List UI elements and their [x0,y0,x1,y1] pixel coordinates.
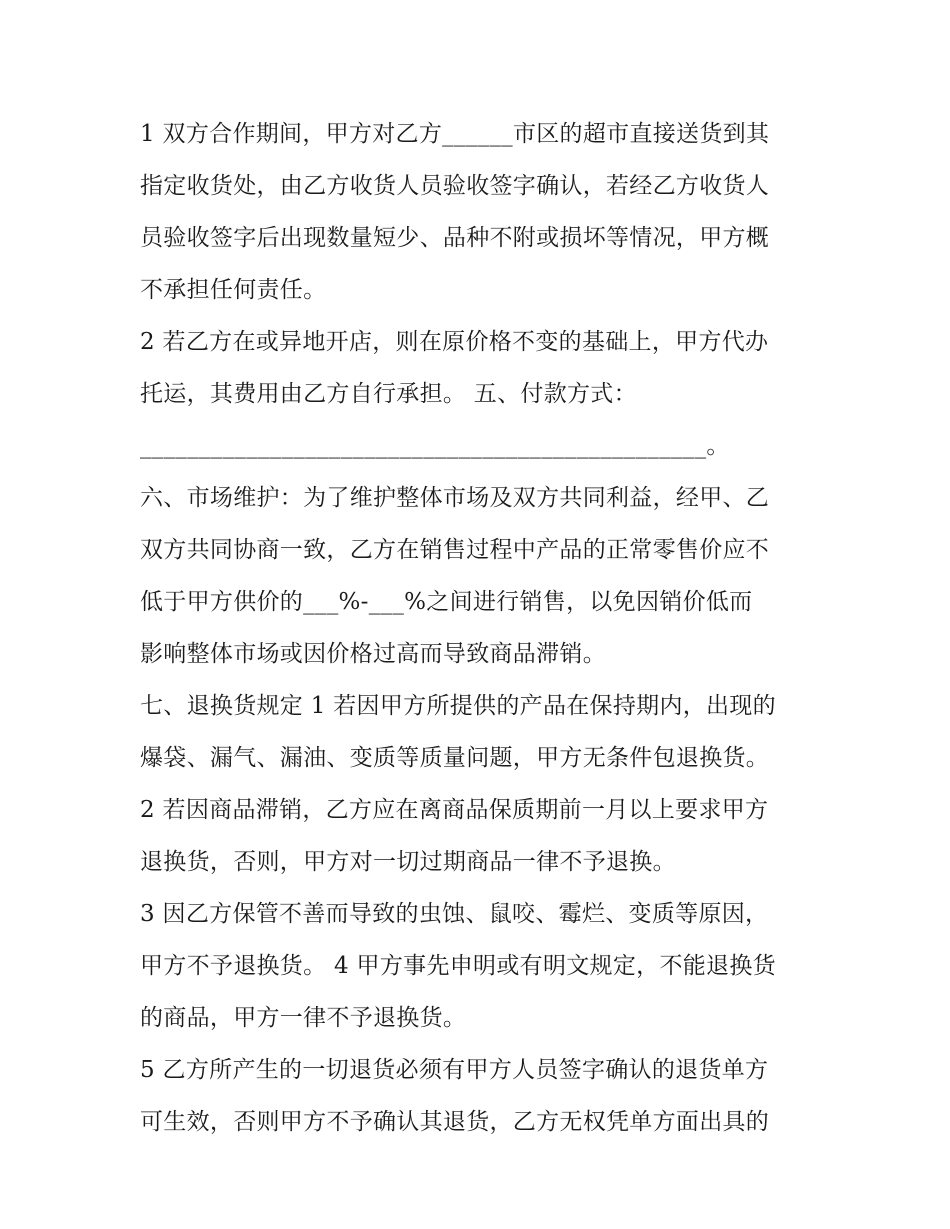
text-line: 影响整体市场或因价格过高而导致商品滞销。 [140,641,606,667]
text-line: 七、退换货规定 1 若因甲方所提供的产品在保持期内，出现的 [140,693,776,719]
text-line: 不承担任何责任。 [140,277,327,303]
text-line: 5 乙方所产生的一切退货必须有甲方人员签字确认的退货单方 [140,1057,769,1083]
text-line: 低于甲方供价的___%-___%之间进行销售，以免因销价低而 [140,589,753,615]
text-line: 六、市场维护：为了维护整体市场及双方共同利益，经甲、乙 [140,485,770,511]
payment-blank-line: ________________________________________________。 [140,433,730,459]
text-line: 托运，其费用由乙方自行承担。 五、付款方式： [140,381,637,407]
text-line: 的商品，甲方一律不予退换货。 [140,1005,467,1031]
document-body [140,108,820,1148]
text-line: 3 因乙方保管不善而导致的虫蚀、鼠咬、霉烂、变质等原因， [140,901,769,927]
text-line: 爆袋、漏气、漏油、变质等质量问题，甲方无条件包退换货。 [140,745,770,771]
text-line: 员验收签字后出现数量短少、品种不附或损坏等情况，甲方概 [140,225,770,251]
text-line: 甲方不予退换货。 4 甲方事先申明或有明文规定，不能退换货 [140,953,776,979]
text-line: 双方共同协商一致，乙方在销售过程中产品的正常零售价应不 [140,537,770,563]
text-line: 2 若因商品滞销，乙方应在离商品保质期前一月以上要求甲方 [140,797,769,823]
text-line: 指定收货处，由乙方收货人员验收签字确认，若经乙方收货人 [140,173,770,199]
text-line: 1 双方合作期间，甲方对乙方______市区的超市直接送货到其 [140,121,770,147]
text-line: 2 若乙方在或异地开店，则在原价格不变的基础上，甲方代办 [140,329,769,355]
text-line: 退换货，否则，甲方对一切过期商品一律不予退换。 [140,849,676,875]
text-line: 可生效，否则甲方不予确认其退货，乙方无权凭单方面出具的 [140,1109,770,1135]
